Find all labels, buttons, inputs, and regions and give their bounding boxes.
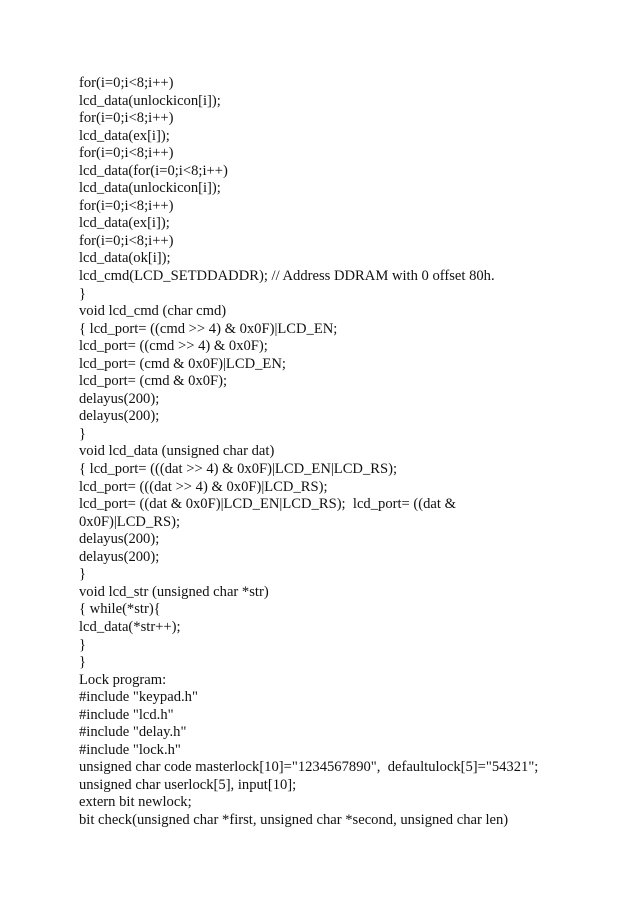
code-line: delayus(200); [79,390,160,407]
code-line: void lcd_str (unsigned char *str) [79,583,269,600]
code-line: delayus(200); [79,408,160,425]
code-line: #include "lock.h" [79,741,181,758]
code-line: lcd_data(ex[i]); [79,127,170,144]
code-listing [79,75,599,830]
code-line: lcd_port= (cmd & 0x0F); [79,373,228,390]
code-line: lcd_data(ex[i]); [79,215,170,232]
code-line: unsigned char userlock[5], input[10]; [79,776,297,793]
code-line: for(i=0;i<8;i++) [79,197,174,214]
code-line: for(i=0;i<8;i++) [79,75,174,91]
code-line: bit check(unsigned char *first, unsigned char *second, unsigned char len) [79,811,509,828]
code-line: { lcd_port= ((cmd >> 4) & 0x0F)|LCD_EN; [79,320,338,337]
code-line: void lcd_cmd (char cmd) [79,303,227,320]
code-line: unsigned char code masterlock[10]="1234567890", defaultulock[5]="54321"; [79,759,539,776]
code-line: lcd_port= ((dat & 0x0F)|LCD_EN|LCD_RS); lcd_port= ((dat & [79,496,456,513]
code-line: } [79,636,87,653]
code-line: lcd_data(unlockicon[i]); [79,180,221,197]
code-line: extern bit newlock; [79,794,192,811]
code-line: 0x0F)|LCD_RS); [79,513,181,530]
code-line: for(i=0;i<8;i++) [79,145,174,162]
code-line: lcd_data(*str++); [79,618,181,635]
code-line: lcd_cmd(LCD_SETDDADDR); // Address DDRAM with 0 offset 80h. [79,268,495,285]
code-line: void lcd_data (unsigned char dat) [79,443,275,460]
code-line: } [79,425,87,442]
code-line: { lcd_port= (((dat >> 4) & 0x0F)|LCD_EN|LCD_RS); [79,461,398,478]
code-line: delayus(200); [79,531,160,548]
code-line: lcd_data(for(i=0;i<8;i++) [79,162,228,179]
code-line: for(i=0;i<8;i++) [79,110,174,127]
code-line: lcd_port= (((dat >> 4) & 0x0F)|LCD_RS); [79,478,328,495]
code-line: lcd_port= (cmd & 0x0F)|LCD_EN; [79,355,286,372]
code-line: } [79,566,87,583]
code-line: delayus(200); [79,548,160,565]
code-line: lcd_port= ((cmd >> 4) & 0x0F); [79,338,268,355]
code-line: } [79,285,87,302]
code-line: for(i=0;i<8;i++) [79,232,174,249]
code-line: #include "keypad.h" [79,689,198,706]
code-line: } [79,654,87,671]
code-line: lcd_data(unlockicon[i]); [79,92,221,109]
code-line: lcd_data(ok[i]); [79,250,171,267]
code-line: #include "delay.h" [79,724,187,741]
code-line: #include "lcd.h" [79,706,174,723]
code-line: Lock program: [79,671,167,688]
code-line: { while(*str){ [79,601,161,618]
